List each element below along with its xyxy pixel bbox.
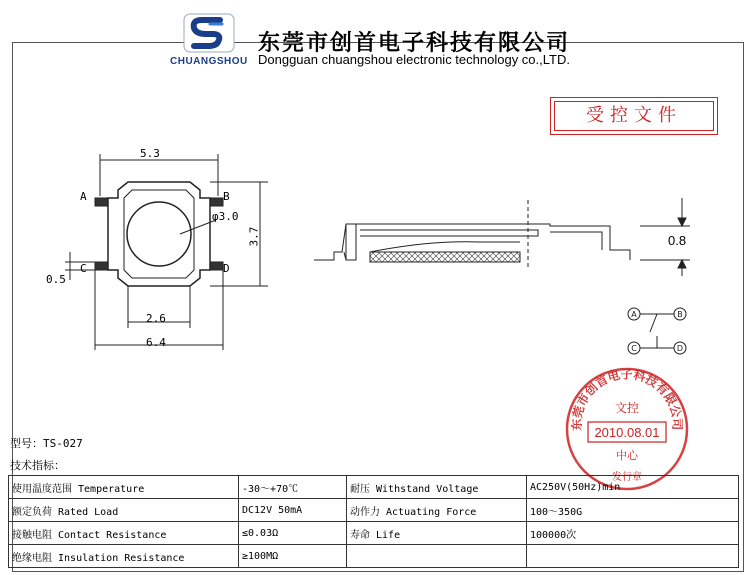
spec-cell: AC250V(50Hz)min xyxy=(527,476,739,499)
spec-cell: DC12V 50mA xyxy=(239,499,347,522)
top-view-drawing xyxy=(40,140,280,360)
seal-top-label: 文控 xyxy=(614,401,640,415)
pin-label-b: B xyxy=(223,190,230,203)
spec-table xyxy=(8,475,739,568)
schematic-pin-d: D xyxy=(676,344,684,353)
spec-cell: 额定负荷 Rated Load xyxy=(9,499,239,522)
logo-text: CHUANGSHOU xyxy=(170,56,248,67)
spec-cell: ≥100MΩ xyxy=(239,545,347,568)
seal-date: 2010.08.01 xyxy=(594,425,660,440)
controlled-doc-label: 受控文件 xyxy=(554,101,714,131)
seal-bottom-text: 发行章 xyxy=(612,472,642,483)
spec-cell: 接触电阻 Contact Resistance xyxy=(9,522,239,545)
dim-total-width: 6.4 xyxy=(146,336,166,349)
dim-height: 3.7 xyxy=(247,226,261,247)
spec-cell xyxy=(527,545,739,568)
dim-pin-thickness: 0.5 xyxy=(46,273,66,286)
dim-side-height: 0.8 xyxy=(668,233,687,248)
table-row xyxy=(9,476,739,499)
spec-cell: -30～+70℃ xyxy=(239,476,347,499)
table-row xyxy=(9,499,739,522)
model-label: 型号：TS-027 xyxy=(10,437,83,450)
seal-center-label: 中心 xyxy=(616,449,638,462)
specs-title: 技术指标： xyxy=(10,459,65,472)
spec-cell: 使用温度范围 Temperature xyxy=(9,476,239,499)
svg-text:东莞市创首电子科技有限公司 xyxy=(569,367,684,431)
pin-label-c: C xyxy=(80,262,87,275)
pin-label-a: A xyxy=(80,190,87,203)
spec-cell: 绝缘电阻 Insulation Resistance xyxy=(9,545,239,568)
spec-cell: 寿命 Life xyxy=(347,522,527,545)
company-name-cn: 东莞市创首电子科技有限公司 xyxy=(258,30,571,56)
spec-cell: 动作力 Actuating Force xyxy=(347,499,527,522)
seal-ring-text: 东莞市创首电子科技有限公司 xyxy=(569,367,685,431)
schematic-pin-a: A xyxy=(631,310,637,319)
spec-cell: 100～350G xyxy=(527,499,739,522)
spec-cell: 耐压 Withstand Voltage xyxy=(347,476,527,499)
spec-cell: 100000次 xyxy=(527,522,739,545)
company-logo-icon xyxy=(182,12,238,56)
side-view-drawing xyxy=(310,190,700,280)
dim-diameter: φ3.0 xyxy=(212,210,239,223)
dim-width: 5.3 xyxy=(140,147,160,160)
switch-schematic xyxy=(622,300,692,360)
spec-cell xyxy=(347,545,527,568)
spec-cell: ≤0.03Ω xyxy=(239,522,347,545)
schematic-pin-c: C xyxy=(631,344,637,353)
pin-label-d: D xyxy=(223,262,230,275)
table-row xyxy=(9,545,739,568)
company-name-en: Dongguan chuangshou electronic technology co.,LTD. xyxy=(258,52,570,67)
schematic-pin-b: B xyxy=(677,310,683,319)
table-row xyxy=(9,522,739,545)
dim-pin-span: 2.6 xyxy=(146,312,166,325)
